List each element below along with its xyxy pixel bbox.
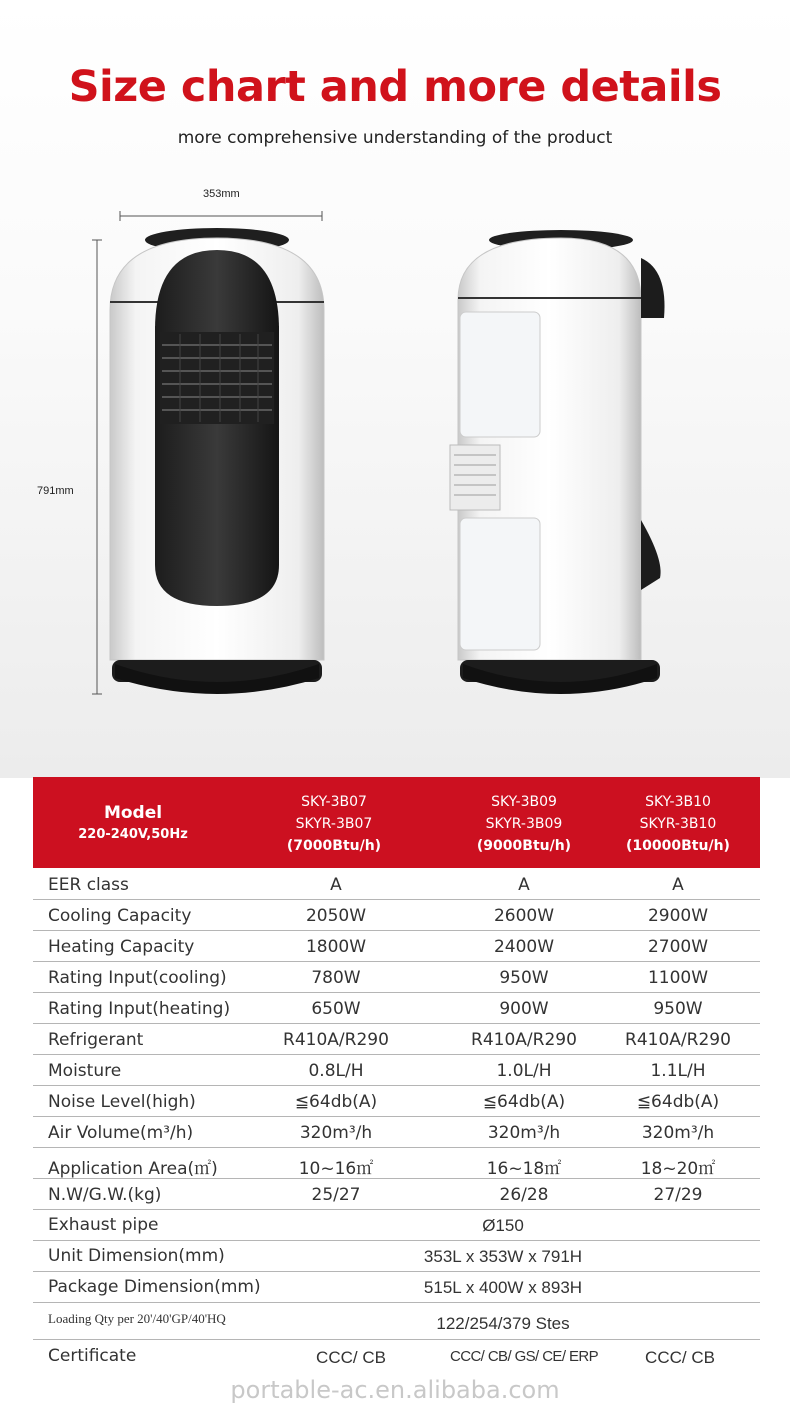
spec-value: CCC/ CB	[316, 1348, 386, 1367]
spec-row-rating-input-heating	[33, 993, 760, 1024]
watermark: portable-ac.en.alibaba.com	[230, 1376, 560, 1404]
spec-value: 10~16㎡	[298, 1159, 374, 1179]
width-dimension-line	[120, 211, 322, 221]
model-code: SKY-3B10	[645, 794, 711, 810]
spec-row-refrigerant	[33, 1024, 760, 1055]
spec-value: A	[672, 875, 684, 895]
spec-value: Ø150	[482, 1216, 524, 1235]
spec-value: 320m³/h	[641, 1123, 715, 1143]
spec-label: Certificate	[48, 1346, 137, 1366]
spec-value: CCC/ CB	[645, 1348, 715, 1367]
spec-label: Noise Level(high)	[48, 1092, 196, 1112]
spec-value: 780W	[311, 968, 361, 988]
spec-value: 0.8L/H	[308, 1061, 364, 1081]
side-unit-illustration	[450, 230, 665, 694]
model-code: SKY-3B07	[301, 794, 367, 810]
spec-table-header	[33, 777, 760, 868]
spec-row-loading-qty	[33, 1303, 760, 1340]
spec-label: Moisture	[48, 1061, 122, 1081]
spec-value: R410A/R290	[471, 1030, 577, 1050]
voltage-label: 220-240V,50Hz	[78, 827, 188, 842]
spec-value: 320m³/h	[299, 1123, 373, 1143]
spec-label: Application Area(㎡)	[48, 1159, 218, 1179]
spec-value: A	[330, 875, 342, 895]
spec-value: ≦64db(A)	[636, 1092, 720, 1112]
spec-value: 2050W	[305, 906, 367, 926]
spec-row-exhaust-pipe	[33, 1210, 760, 1241]
page-title: Size chart and more details	[68, 62, 722, 112]
spec-row-unit-dimension	[33, 1241, 760, 1272]
model-column-header	[603, 791, 753, 857]
spec-value: 26/28	[499, 1185, 549, 1205]
width-dimension-label: 353mm	[203, 188, 240, 200]
spec-row-certificate	[33, 1340, 760, 1372]
spec-value: ≦64db(A)	[294, 1092, 378, 1112]
spec-value: CCC/ CB/ GS/ CE/ ERP	[449, 1348, 599, 1365]
spec-value: 353L x 353W x 791H	[423, 1247, 583, 1266]
spec-row-weight	[33, 1179, 760, 1210]
spec-value: 1100W	[647, 968, 709, 988]
spec-row-noise-level	[33, 1086, 760, 1117]
height-dimension-line	[92, 240, 102, 694]
spec-value: 18~20㎡	[640, 1159, 716, 1179]
spec-label: Loading Qty per 20'/40'GP/40'HQ	[48, 1311, 226, 1326]
spec-label: Refrigerant	[48, 1030, 144, 1050]
spec-value: 320m³/h	[487, 1123, 561, 1143]
model-btu: (10000Btu/h)	[626, 838, 730, 854]
spec-value: R410A/R290	[283, 1030, 389, 1050]
spec-row-heating-capacity	[33, 931, 760, 962]
model-code: SKY-3B09	[491, 794, 557, 810]
spec-value: 2700W	[647, 937, 709, 957]
spec-value: 1.0L/H	[496, 1061, 552, 1081]
model-code-alt: SKYR-3B09	[485, 816, 563, 832]
spec-label: Rating Input(cooling)	[48, 968, 227, 988]
spec-value: 1.1L/H	[650, 1061, 706, 1081]
spec-label: Heating Capacity	[48, 937, 195, 957]
spec-value: 1800W	[305, 937, 367, 957]
spec-row-cooling-capacity	[33, 900, 760, 931]
model-column-header	[449, 791, 599, 857]
spec-value: 950W	[653, 999, 703, 1019]
model-code-alt: SKYR-3B10	[639, 816, 717, 832]
model-label: Model	[103, 803, 163, 823]
spec-value: 27/29	[653, 1185, 703, 1205]
model-code-alt: SKYR-3B07	[295, 816, 373, 832]
spec-value: ≦64db(A)	[482, 1092, 566, 1112]
spec-label: Rating Input(heating)	[48, 999, 231, 1019]
spec-value: 515L x 400W x 893H	[423, 1278, 583, 1297]
spec-value: 900W	[499, 999, 549, 1019]
model-btu: (9000Btu/h)	[476, 838, 572, 854]
spec-label: Package Dimension(mm)	[48, 1277, 261, 1297]
spec-row-moisture	[33, 1055, 760, 1086]
spec-value: 122/254/379 Stes	[436, 1314, 570, 1333]
spec-value: 650W	[311, 999, 361, 1019]
model-column-header	[259, 791, 409, 857]
spec-label: N.W/G.W.(kg)	[48, 1185, 162, 1205]
spec-row-eer	[33, 869, 760, 900]
spec-value: 2400W	[493, 937, 555, 957]
spec-value: 950W	[499, 968, 549, 988]
spec-label: Exhaust pipe	[48, 1215, 159, 1235]
spec-label: EER class	[48, 875, 129, 895]
model-btu: (7000Btu/h)	[286, 838, 382, 854]
spec-value: 16~18㎡	[486, 1159, 562, 1179]
spec-label: Air Volume(m³/h)	[48, 1123, 194, 1143]
spec-row-air-volume	[33, 1117, 760, 1148]
spec-value: 2600W	[493, 906, 555, 926]
spec-row-rating-input-cooling	[33, 962, 760, 993]
spec-value: 2900W	[647, 906, 709, 926]
height-dimension-label: 791mm	[37, 485, 74, 497]
page-subtitle: more comprehensive understanding of the product	[177, 128, 613, 148]
spec-value: R410A/R290	[625, 1030, 731, 1050]
front-unit-illustration	[110, 228, 324, 694]
spec-value: A	[518, 875, 530, 895]
spec-label: Unit Dimension(mm)	[48, 1246, 225, 1266]
spec-row-package-dimension	[33, 1272, 760, 1303]
spec-value: 25/27	[311, 1185, 361, 1205]
spec-label: Cooling Capacity	[48, 906, 192, 926]
spec-row-application-area	[33, 1148, 760, 1179]
